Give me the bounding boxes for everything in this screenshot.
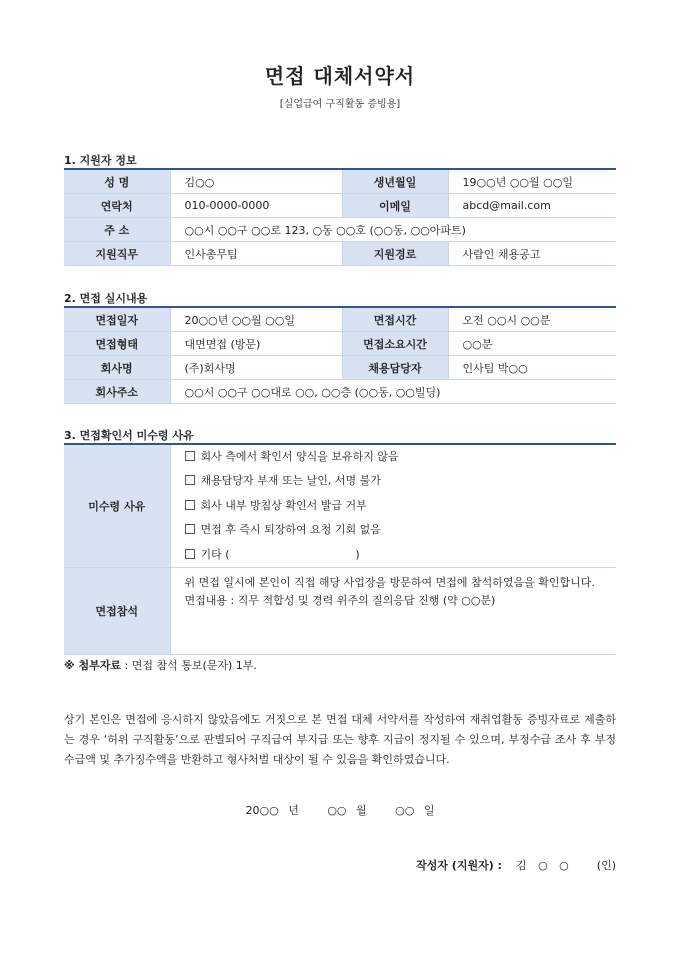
interview-content: 면접내용 : 직무 적합성 및 경력 위주의 질의응답 진행 (약 ○○분): [184, 594, 496, 608]
reason-option[interactable]: [171, 494, 617, 518]
section-interview-heading: 2. 면접 실시내용: [64, 292, 148, 305]
birthdate-value: 19○○년 ○○월 ○○일: [448, 169, 616, 194]
interview-type-value: 대면면접 (방문): [170, 332, 342, 356]
company-address-value: ○○시 ○○구 ○○대로 ○○, ○○층 (○○동, ○○빌딩): [170, 380, 616, 404]
reason-option[interactable]: [171, 469, 617, 493]
section-reason-heading: 3. 면접확인서 미수령 사유: [64, 429, 194, 442]
interview-duration-label: 면접소요시간: [342, 332, 448, 356]
email-value: abcd@mail.com: [448, 194, 616, 218]
interview-date-label: 면접일자: [64, 307, 170, 332]
phone-label: 연락처: [64, 194, 170, 218]
birthdate-label: 생년월일: [342, 169, 448, 194]
reason-label: 미수령 사유: [64, 444, 170, 567]
interview-time-label: 면접시간: [342, 307, 448, 332]
interview-info-table: [64, 306, 616, 404]
table-row: [64, 444, 616, 567]
phone-value: 010-0000-0000: [170, 194, 342, 218]
table-row: [64, 307, 616, 332]
signature-line: [416, 857, 616, 873]
reason-option-label: 회사 내부 방침상 확인서 발급 거부: [200, 498, 367, 512]
reason-option[interactable]: [171, 445, 617, 469]
route-value: 사람인 채용공고: [448, 242, 616, 266]
interview-date-value: 20○○년 ○○월 ○○일: [170, 307, 342, 332]
checkbox-icon[interactable]: [185, 549, 195, 559]
route-label: 지원경로: [342, 242, 448, 266]
checkbox-icon[interactable]: [185, 451, 195, 461]
reason-options: [170, 444, 616, 567]
table-row: [64, 242, 616, 266]
job-value: 인사총무팀: [170, 242, 342, 266]
interview-time-value: 오전 ○○시 ○○분: [448, 307, 616, 332]
attachment-note: [64, 657, 257, 673]
attendance-note: [170, 567, 616, 654]
recruiter-label: 채용담당자: [342, 356, 448, 380]
interview-type-label: 면접형태: [64, 332, 170, 356]
checkbox-icon[interactable]: [185, 475, 195, 485]
table-row: [64, 218, 616, 242]
checkbox-icon[interactable]: [185, 524, 195, 534]
reason-option[interactable]: [171, 543, 617, 567]
address-label: 주 소: [64, 218, 170, 242]
address-value: ○○시 ○○구 ○○로 123, ○동 ○○호 (○○동, ○○아파트): [170, 218, 616, 242]
table-row: [64, 169, 616, 194]
signer-label: 작성자 (지원자) :: [416, 859, 502, 872]
table-row: [64, 194, 616, 218]
table-row: [64, 380, 616, 404]
reason-option-label: 채용담당자 부재 또는 날인, 서명 불가: [200, 474, 381, 488]
table-row: [64, 356, 616, 380]
company-name-value: (주)회사명: [170, 356, 342, 380]
signature-date: 20○○ 년 ○○ 월 ○○ 일: [245, 804, 435, 817]
section-applicant-heading: 1. 지원자 정보: [64, 154, 137, 167]
reason-option-label: 면접 후 즉시 퇴장하여 요청 기회 없음: [200, 523, 381, 537]
pledge-statement: 상기 본인은 면접에 응시하지 않았음에도 거짓으로 본 면접 대체 서약서를 작성하여 재취업활동 증빙자료로 제출하는 경우 ‘허위 구직활동’으로 판별되어 구직급여 부지급 또는 향후 지급이 정지될 수 있으며, 부정수급 조사 후 부정수급액 및 추가징수액을 반환하고 형사처벌 대상이 될 수 있음을 확인하였습니다.: [64, 713, 616, 766]
reason-option-label: 기타 ( ): [200, 547, 360, 561]
document-title: 면접 대체서약서: [264, 64, 416, 88]
signer-name: 김 ○ ○: [515, 859, 573, 872]
email-label: 이메일: [342, 194, 448, 218]
table-row: [64, 332, 616, 356]
attendance-label: 면접참석: [64, 567, 170, 654]
company-name-label: 회사명: [64, 356, 170, 380]
table-row: [64, 567, 616, 654]
seal-mark: (인): [596, 859, 616, 872]
recruiter-value: 인사팀 박○○: [448, 356, 616, 380]
document-subtitle: [실업급여 구직활동 증빙용]: [279, 99, 401, 110]
company-address-label: 회사주소: [64, 380, 170, 404]
reason-table: [64, 443, 616, 655]
interview-duration-value: ○○분: [448, 332, 616, 356]
name-value: 김○○: [170, 169, 342, 194]
attachment-label: ※ 첨부자료: [64, 659, 122, 672]
name-label: 성 명: [64, 169, 170, 194]
attachment-text: : 면접 참석 통보(문자) 1부.: [121, 659, 257, 672]
checkbox-icon[interactable]: [185, 500, 195, 510]
reason-option-label: 회사 측에서 확인서 양식을 보유하지 않음: [200, 450, 399, 463]
attendance-confirmation: 위 면접 일시에 본인이 직접 해당 사업장을 방문하여 면접에 참석하였음을 확인합니다.: [184, 575, 595, 589]
job-label: 지원직무: [64, 242, 170, 266]
reason-option[interactable]: [171, 518, 617, 542]
applicant-info-table: [64, 168, 616, 266]
